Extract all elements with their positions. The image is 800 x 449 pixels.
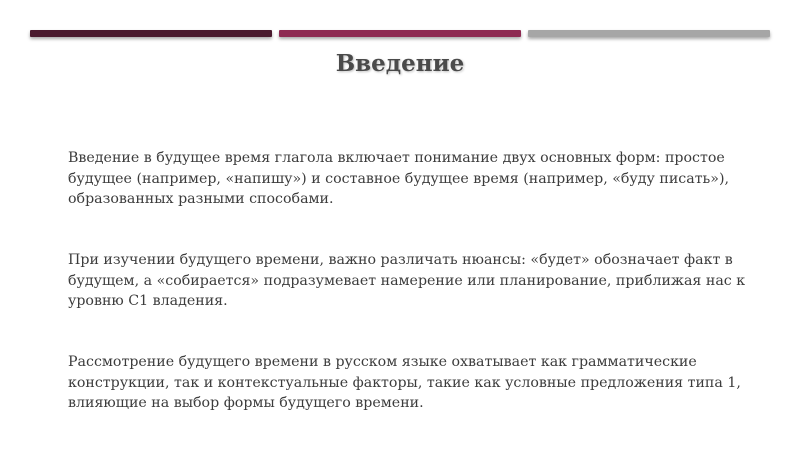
body-paragraph-1: Введение в будущее время глагола включает понимание двух основных форм: простое будущее (например, «напишу») и составное будущее время (например, «буду писать»), образованных разными способами. xyxy=(68,150,729,207)
header-accent-bar-magenta xyxy=(279,30,521,37)
body-paragraph-3: Рассмотрение будущего времени в русском языке охватывает как грамматические конструкции, так и контекстуальные факторы, такие как условные предложения типа 1, влияющие на выбор формы будущего времени. xyxy=(68,354,741,411)
slide-title: Введение xyxy=(335,50,465,77)
body-paragraph-2: При изучении будущего времени, важно различать нюансы: «будет» обозначает факт в будущем, а «собирается» подразумевает намерение или планирование, приближая нас к уровню С1 владения. xyxy=(68,252,746,309)
header-accent-bar-gray xyxy=(528,30,770,37)
header-accent-bar-dark xyxy=(30,30,272,37)
